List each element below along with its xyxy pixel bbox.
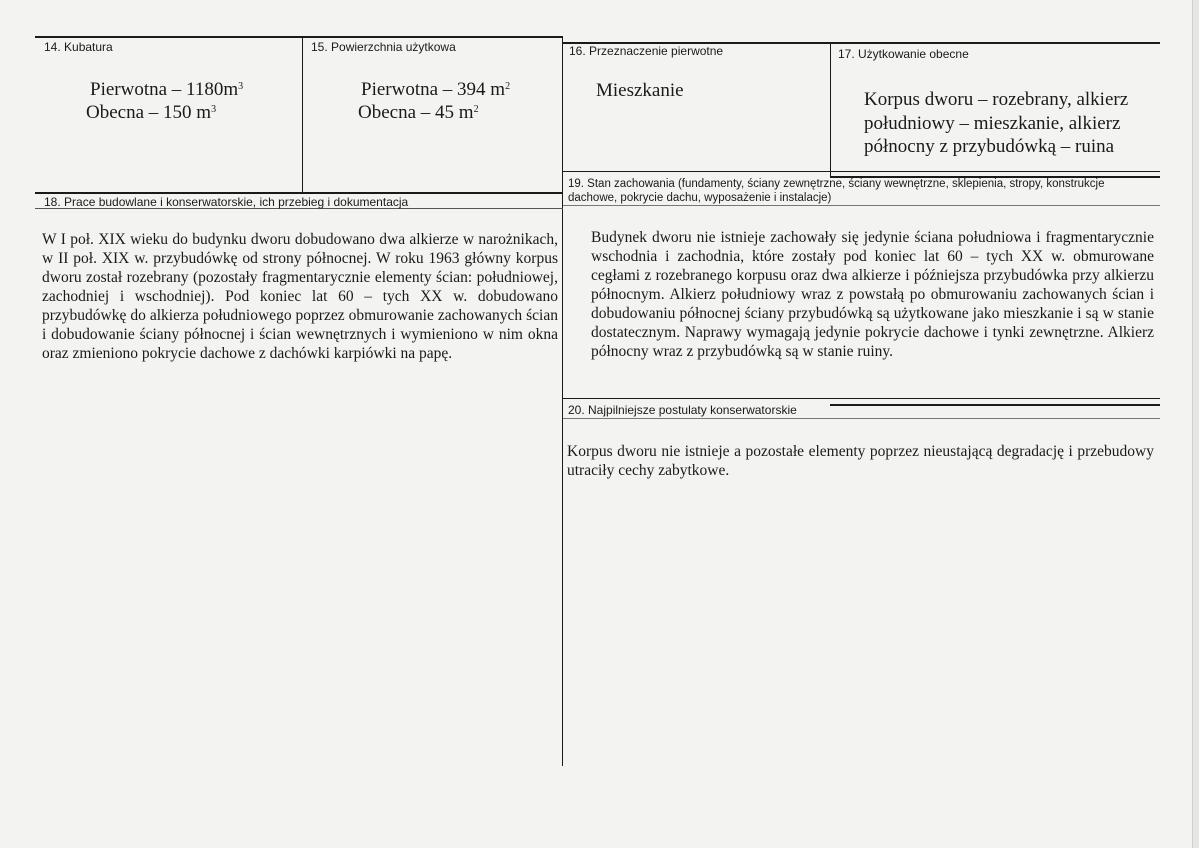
section-20-label: 20. Najpilniejsze postulaty konserwatorskie bbox=[568, 403, 797, 417]
area-original bbox=[361, 78, 510, 101]
section-17-label: 17. Użytkowanie obecne bbox=[838, 47, 969, 61]
rule-under-19-label bbox=[563, 205, 1160, 206]
area-original-text: Pierwotna – 394 m bbox=[361, 79, 506, 100]
area-current bbox=[358, 101, 479, 124]
rule-above-18 bbox=[35, 192, 563, 194]
divider-16-17 bbox=[830, 43, 831, 176]
section-16-label: 16. Przeznaczenie pierwotne bbox=[569, 44, 724, 58]
kubatura-current bbox=[86, 101, 216, 124]
kubatura-original-text: Pierwotna – 1180m bbox=[90, 79, 239, 100]
section-18-label: 18. Prace budowlane i konserwatorskie, ich przebieg i dokumentacja bbox=[44, 195, 409, 209]
kubatura-original-sup: 3 bbox=[238, 81, 244, 92]
area-original-sup: 2 bbox=[505, 81, 511, 92]
area-current-sup: 2 bbox=[473, 104, 479, 115]
section-14-label: 14. Kubatura bbox=[44, 40, 113, 54]
rule-under-20-label bbox=[563, 418, 1160, 419]
kubatura-current-sup: 3 bbox=[211, 104, 217, 115]
divider-left-right bbox=[562, 38, 563, 766]
kubatura-current-text: Obecna – 150 m bbox=[86, 102, 212, 123]
rule-above-20-b bbox=[830, 404, 1160, 406]
rule-above-19 bbox=[563, 171, 1160, 172]
section-15-label: 15. Powierzchnia użytkowa bbox=[311, 40, 456, 54]
kubatura-original bbox=[90, 78, 243, 101]
page-edge bbox=[1192, 0, 1199, 848]
area-current-text: Obecna – 45 m bbox=[358, 102, 474, 123]
section-19-text: Budynek dworu nie istnieje zachowały się jedynie ściana południowa i fragmentarycznie wschodnia i zachodnia, które zostały pod koniec lat 60 – tych XX w. obmurowane cegłami z rozebranego korpusu oraz dwa alkierze i późniejsza przybudówka przy alkierzu północnym. Alkierz południowy wraz z powstałą po obmurowaniu zachowanych ścian i dobudowaniu północnej ściany przybudówką są użytkowane jako mieszkanie i są w stanie dostatecznym. Naprawy wymagają jedynie pokrycie dachowe i tynki zewnętrzne. Alkierz północny wraz z przybudówką są w stanie ruiny. bbox=[591, 229, 1154, 360]
top-rule-left bbox=[35, 36, 563, 38]
section-19-label: 19. Stan zachowania (fundamenty, ściany zewnętrzne, ściany wewnętrzne, sklepienia, stropy, konstrukcje dachowe, pokrycie dachu, wyposażenie i instalacje) bbox=[568, 178, 1105, 204]
rule-above-20 bbox=[563, 398, 1160, 399]
section-20-text: Korpus dworu nie istnieje a pozostałe elementy poprzez nieustającą degradację i przebudowy utraciły cechy zabytkowe. bbox=[567, 443, 1154, 479]
divider-14-15 bbox=[302, 37, 303, 192]
original-purpose-value: Mieszkanie bbox=[596, 80, 684, 101]
current-use-value: Korpus dworu – rozebrany, alkierz południowy – mieszkanie, alkierz północny z przybudówką – ruina bbox=[864, 89, 1129, 157]
section-18-text: W I poł. XIX wieku do budynku dworu dobudowano dwa alkierze w narożnikach, w II poł. XIX w. przybudówkę od strony północnej. W roku 1963 główny korpus dworu został rozebrany (pozostały fragmentarycznie elementy ścian: południowej, zachodniej i wschodniej). Pod koniec lat 60 – tych XX w. dobudowano przybudówkę do alkierza południowego poprzez obmurowanie zachowanych ścian i dobudowanie ściany północnej i ścian wewnętrznych i wymieniono w nim okna oraz zmieniono pokrycie dachowe z dachówki karpiówki na papę. bbox=[42, 231, 558, 362]
